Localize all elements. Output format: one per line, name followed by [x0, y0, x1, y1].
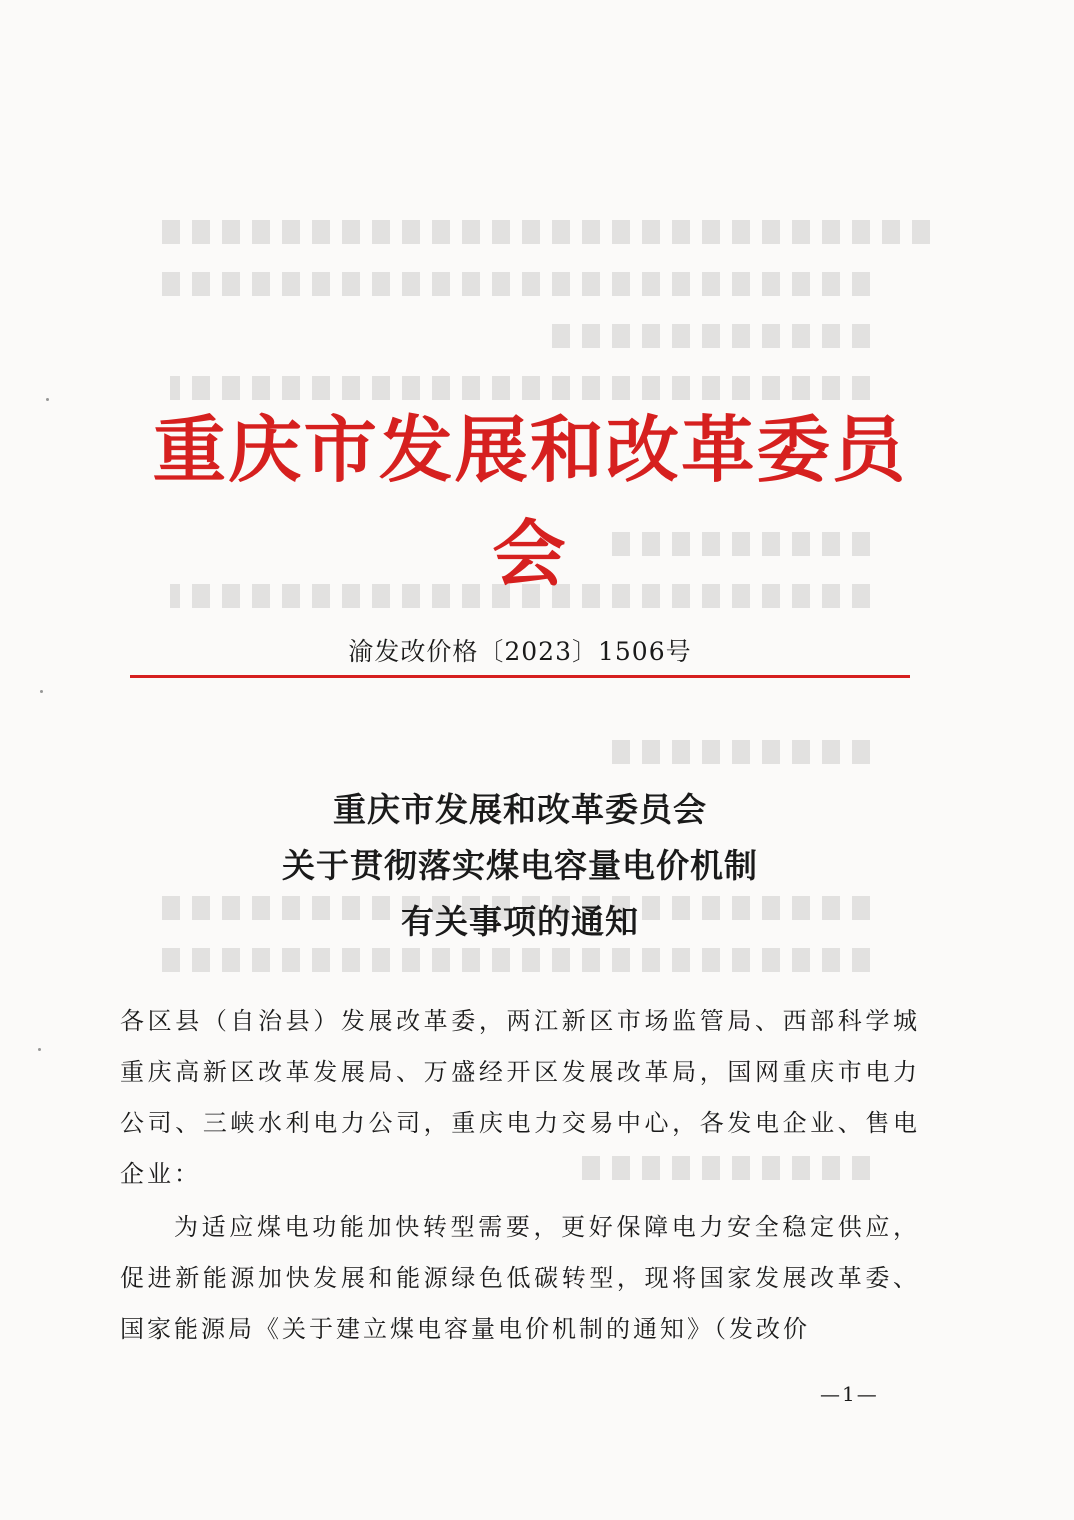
document-number: 渝发改价格〔2023〕1506号: [348, 637, 692, 666]
body-paragraph: 为适应煤电功能加快转型需要，更好保障电力安全稳定供应，促进新能源加快发展和能源绿色低碳转型，现将国家发展改革委、国家能源局《关于建立煤电容量电价机制的通知》（发改价: [120, 1213, 920, 1343]
title-line-1: 重庆市发展和改革委员会: [333, 790, 707, 829]
red-divider-line: [130, 675, 910, 678]
scan-speck: [40, 690, 43, 693]
scan-speck: [38, 1048, 41, 1051]
issuer-header: 重庆市发展和改革委员会: [152, 408, 908, 596]
notice-title: [130, 782, 910, 950]
scan-speck: [46, 398, 49, 401]
page-number: —1—: [820, 1382, 879, 1406]
recipients-salutation: 各区县（自治县）发展改革委，两江新区市场监管局、西部科学城重庆高新区改革发展局、万盛经开区发展改革局，国网重庆市电力公司、三峡水利电力公司，重庆电力交易中心，各发电企业、售电企业：: [120, 1007, 920, 1188]
title-line-2: 关于贯彻落实煤电容量电价机制: [282, 846, 758, 885]
title-line-3: 有关事项的通知: [401, 902, 639, 941]
